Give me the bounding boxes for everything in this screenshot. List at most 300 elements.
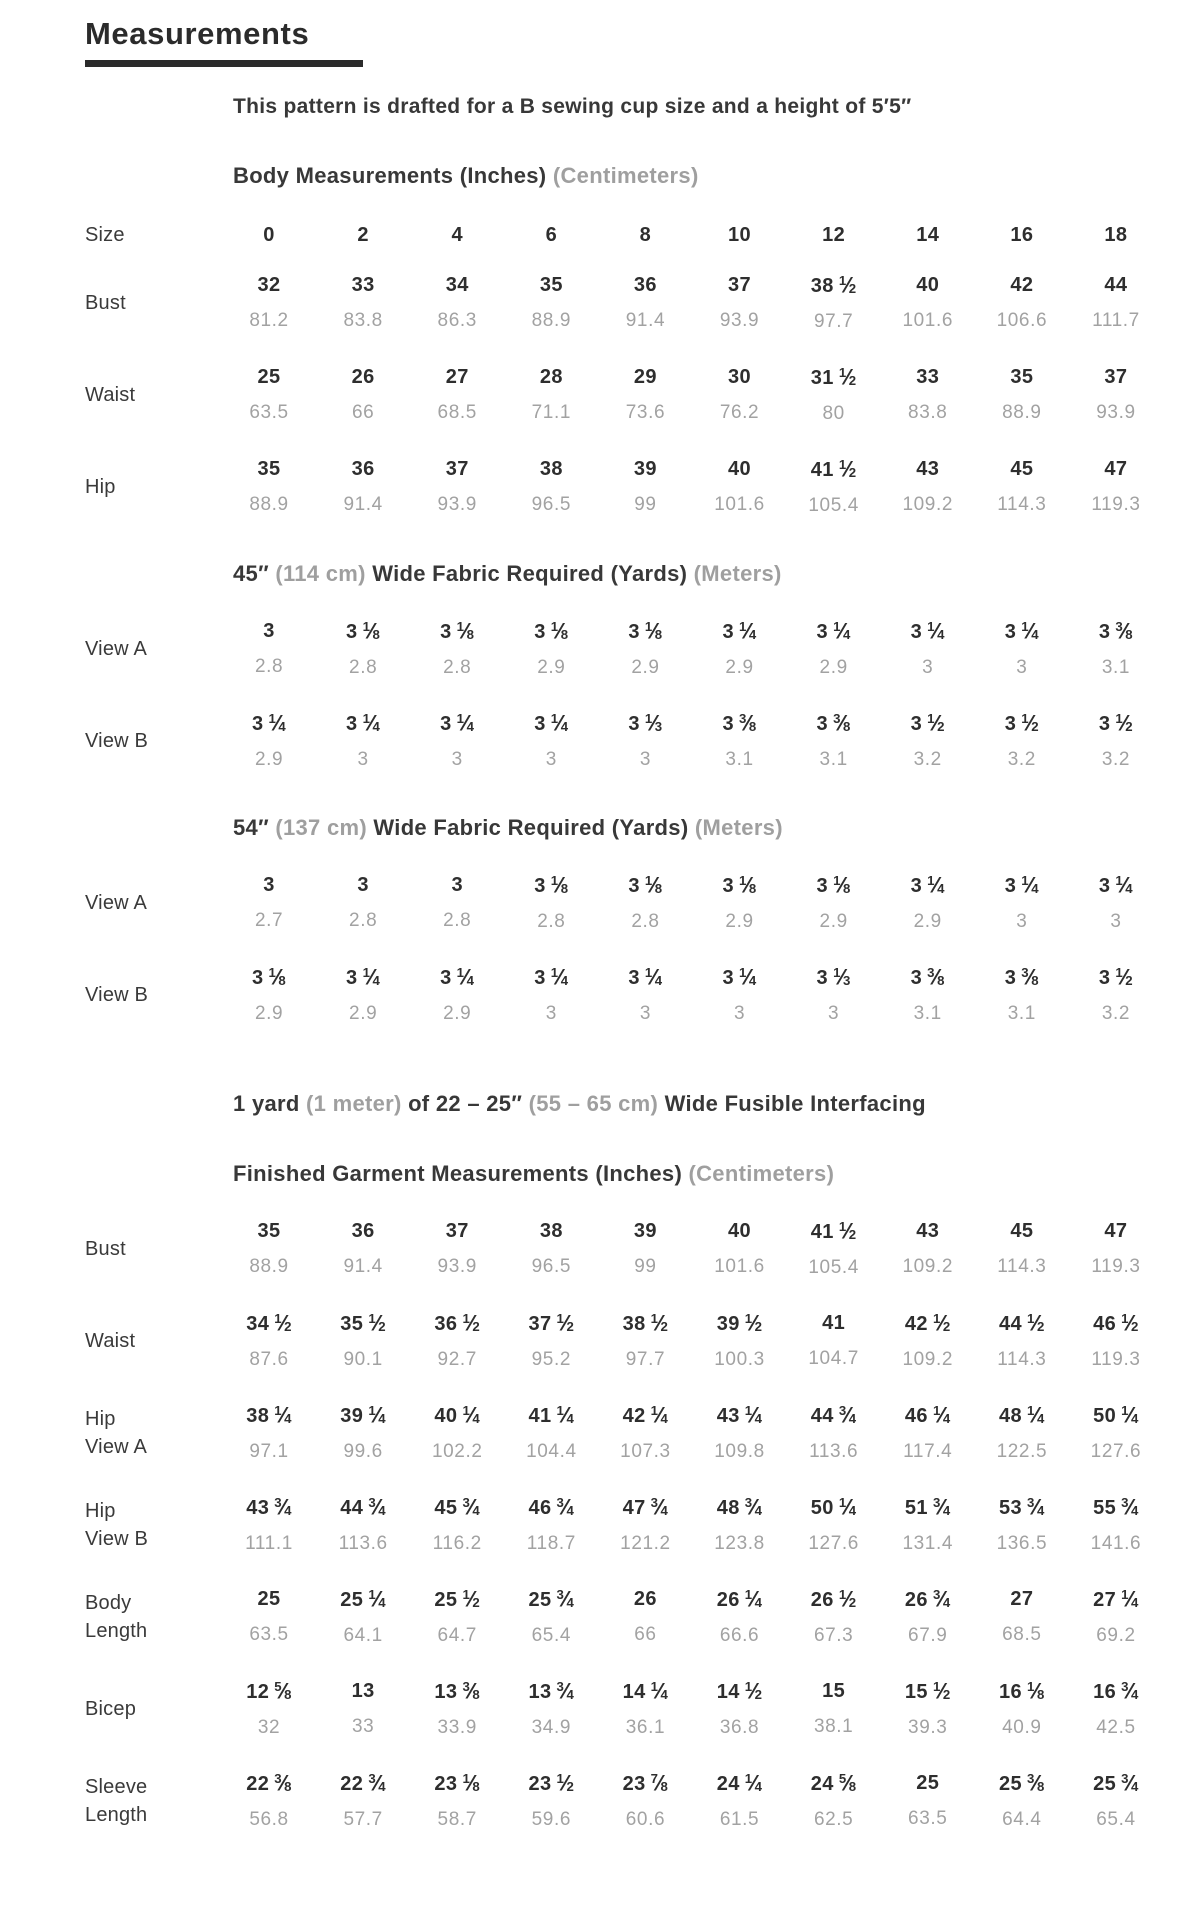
row-label: [85, 381, 222, 409]
cm-value: 61.5: [719, 1809, 760, 1830]
cm-value: 87.6: [249, 1349, 289, 1370]
cm-value: 63.5: [908, 1808, 948, 1829]
value-cell: [598, 458, 692, 516]
inches-value: [222, 1403, 316, 1428]
row-label: [85, 635, 222, 663]
cm-value: 93.9: [719, 310, 760, 331]
inches-value: [692, 458, 786, 481]
value-cell: [316, 1220, 410, 1278]
cm-value: 33.9: [437, 1717, 477, 1738]
value-cell: [975, 1311, 1069, 1371]
inches-value: [504, 711, 598, 736]
value-cell: [222, 874, 316, 932]
fraction: $^1$⁄4: [368, 1403, 386, 1427]
cm-value: 93.9: [437, 494, 477, 515]
row-hip: [85, 457, 1163, 517]
value-cell: [881, 1495, 975, 1555]
fraction: $^3$⁄4: [838, 1403, 857, 1427]
fraction: $^3$⁄4: [744, 1495, 763, 1519]
fraction: $^3$⁄4: [932, 1587, 951, 1611]
whole-number: 29: [633, 366, 657, 388]
inches-value: [975, 1679, 1069, 1704]
whole-number: 3: [628, 875, 640, 897]
fraction: $^1$⁄4: [744, 1403, 763, 1427]
whole-number: 39: [633, 1220, 657, 1242]
value-cell: [598, 1403, 692, 1463]
inches-value: [787, 1219, 881, 1244]
value-cell: [975, 1220, 1069, 1278]
whole-number: 3: [440, 621, 452, 643]
value-cell: [410, 1403, 504, 1463]
inches-value: [316, 1680, 410, 1703]
fraction: $^1$⁄8: [738, 873, 757, 897]
whole-number: 38: [622, 1313, 646, 1335]
cm-value: 2.8: [349, 910, 378, 931]
value-cell: [316, 1771, 410, 1831]
whole-number: 3: [1098, 621, 1111, 643]
inches-value: [410, 274, 504, 297]
fraction: $^1$⁄3: [644, 711, 663, 735]
size-value: [1069, 224, 1163, 247]
value-cell: [787, 619, 881, 679]
whole-number: 3: [1098, 713, 1111, 735]
inches-value: [504, 1220, 598, 1243]
inches-value: [975, 458, 1069, 481]
inches-value: [787, 457, 881, 482]
value-cell: [1069, 873, 1163, 933]
value-cell: [598, 1679, 692, 1739]
value-cell: [975, 366, 1069, 424]
value-cell: [787, 1771, 881, 1831]
whole-number: 42: [622, 1405, 646, 1427]
inches-value: [504, 1679, 598, 1704]
size-value: [316, 224, 410, 247]
value-cell: [598, 1220, 692, 1278]
value-cell: [316, 965, 410, 1025]
size-value-cell: [975, 224, 1069, 247]
whole-number: 27: [1010, 1588, 1034, 1610]
heading-segment-dark: Finished Garment Measurements (Inches): [233, 1161, 689, 1186]
value-cell: [881, 274, 975, 332]
cm-value: 127.6: [808, 1533, 859, 1554]
heading-segment-dark: 1 yard: [233, 1091, 307, 1116]
value-cell: [787, 1219, 881, 1279]
value-cell: [316, 366, 410, 424]
value-cell: [975, 1495, 1069, 1555]
fraction: $^1$⁄4: [550, 711, 569, 735]
row-label: [85, 1405, 222, 1461]
row-view-b: [85, 965, 1163, 1025]
inches-value: [1069, 458, 1163, 481]
cm-value: 63.5: [249, 1624, 289, 1645]
inches-value: [222, 620, 316, 643]
value-cell: [787, 457, 881, 517]
whole-number: 47: [1104, 458, 1128, 480]
value-cell: [881, 965, 975, 1025]
fraction: $^1$⁄4: [833, 619, 851, 643]
value-cell: [222, 1679, 316, 1739]
value-cell: [410, 458, 504, 516]
inches-value: [692, 1220, 786, 1243]
inches-value: [692, 1311, 786, 1336]
inches-value: [692, 1587, 786, 1612]
inches-value: [881, 1679, 975, 1704]
inches-value: [410, 1679, 504, 1704]
whole-number: 35: [257, 1220, 281, 1242]
whole-number: 25: [916, 1772, 940, 1794]
whole-number: 3: [816, 713, 829, 735]
whole-number: 25: [998, 1773, 1023, 1795]
whole-number: 26: [904, 1589, 928, 1611]
whole-number: 3: [251, 713, 264, 735]
inches-value: [975, 1588, 1069, 1611]
inches-value: [787, 873, 881, 898]
row-label-line: Hip: [85, 1408, 116, 1430]
fraction: $^1$⁄2: [556, 1311, 575, 1335]
body-measurements-heading: [233, 163, 1163, 189]
inches-value: [1069, 1403, 1163, 1428]
whole-number: 39: [340, 1405, 364, 1427]
fraction: $^1$⁄8: [456, 619, 475, 643]
inches-value: [316, 619, 410, 644]
whole-number: 16: [1093, 1681, 1117, 1703]
whole-number: 36: [633, 274, 657, 296]
whole-number: 3: [910, 621, 923, 643]
inches-value: [504, 1403, 598, 1428]
fraction: $^1$⁄4: [1115, 873, 1134, 897]
whole-number: 45: [434, 1497, 458, 1519]
whole-number: 42: [904, 1313, 928, 1335]
whole-number: 43: [246, 1497, 270, 1519]
value-cell: [598, 619, 692, 679]
whole-number: 40: [434, 1405, 458, 1427]
row-label-line: View A: [85, 892, 147, 914]
finished-garment-heading: [233, 1161, 1163, 1187]
whole-number: 44: [1104, 274, 1128, 296]
cm-value: 2.9: [913, 911, 942, 932]
row-label-line: Waist: [85, 1330, 136, 1352]
whole-number: 35: [1010, 366, 1034, 388]
whole-number: 25: [1093, 1773, 1117, 1795]
whole-number: 36: [434, 1313, 458, 1335]
whole-number: 3: [628, 713, 640, 735]
cm-value: 2.9: [631, 657, 660, 678]
whole-number: 46: [1093, 1313, 1117, 1335]
value-cell: [222, 1771, 316, 1831]
whole-number: 37: [528, 1313, 552, 1335]
inches-value: [692, 873, 786, 898]
inches-value: [410, 1311, 504, 1336]
cm-value: 3: [1016, 911, 1028, 932]
inches-value: [410, 366, 504, 389]
heading-segment-grey: (55 – 65 cm): [528, 1091, 659, 1116]
inches-value: [1069, 873, 1163, 898]
fraction: $^1$⁄4: [274, 1403, 292, 1427]
fraction: $^1$⁄8: [644, 873, 663, 897]
whole-number: 43: [716, 1405, 740, 1427]
value-cell: [1069, 366, 1163, 424]
value-cell: [222, 1588, 316, 1646]
inches-value: [787, 1495, 881, 1520]
value-cell: [504, 1495, 598, 1555]
value-cell: [1069, 1771, 1163, 1831]
cm-value: 3: [1016, 657, 1028, 678]
whole-number: 37: [728, 274, 752, 296]
inches-value: [692, 965, 786, 990]
cm-value: 62.5: [813, 1809, 854, 1830]
value-cell: [410, 366, 504, 424]
cm-value: 3: [451, 749, 463, 770]
value-cell: [975, 274, 1069, 332]
fraction: $^1$⁄2: [744, 1311, 763, 1335]
heading-segment-dark: 45″: [233, 561, 276, 586]
value-cell: [1069, 711, 1163, 771]
whole-number: 44: [810, 1405, 834, 1427]
inches-value: [881, 1587, 975, 1612]
fraction: $^3$⁄4: [556, 1679, 575, 1703]
inches-value: [881, 274, 975, 297]
fraction: $^1$⁄4: [1027, 1403, 1045, 1427]
cm-value: 109.2: [902, 1349, 954, 1370]
whole-number: 14: [916, 223, 940, 246]
inches-value: [316, 1311, 410, 1336]
whole-number: 3: [722, 621, 734, 643]
value-cell: [1069, 458, 1163, 516]
title-underline: [85, 60, 363, 67]
inches-value: [975, 1771, 1069, 1796]
inches-value: [316, 366, 410, 389]
cm-value: 36.8: [719, 1717, 760, 1738]
whole-number: 3: [722, 967, 734, 989]
whole-number: 3: [346, 967, 358, 989]
fraction: $^1$⁄4: [738, 619, 757, 643]
fraction: $^7$⁄8: [650, 1771, 669, 1795]
whole-number: 26: [633, 1588, 657, 1610]
size-value: [598, 224, 692, 247]
inches-value: [1069, 274, 1163, 297]
cm-value: 113.6: [809, 1441, 859, 1462]
fraction: $^1$⁄8: [362, 619, 381, 643]
whole-number: 26: [351, 366, 375, 388]
value-cell: [975, 619, 1069, 679]
fraction: $^1$⁄4: [556, 1403, 575, 1427]
whole-number: 13: [434, 1681, 458, 1703]
whole-number: 32: [257, 274, 281, 296]
value-cell: [410, 274, 504, 332]
size-value-cell: [222, 224, 316, 247]
inches-value: [598, 458, 692, 481]
whole-number: 23: [622, 1773, 646, 1795]
fraction: $^1$⁄8: [644, 619, 663, 643]
cm-value: 66: [634, 1624, 657, 1645]
whole-number: 53: [998, 1497, 1023, 1519]
fraction: $^1$⁄2: [274, 1311, 292, 1335]
cm-value: 3: [357, 749, 369, 770]
inches-value: [316, 274, 410, 297]
row-label: [85, 473, 222, 501]
cm-value: 97.7: [625, 1349, 666, 1370]
fraction: $^5$⁄8: [274, 1679, 292, 1703]
inches-value: [787, 1312, 881, 1335]
whole-number: 33: [916, 366, 940, 388]
row-label: [85, 221, 222, 249]
value-cell: [598, 1588, 692, 1646]
cm-value: 2.9: [443, 1003, 472, 1024]
value-cell: [598, 366, 692, 424]
value-cell: [598, 1771, 692, 1831]
inches-value: [975, 1403, 1069, 1428]
fraction: $^1$⁄2: [838, 273, 857, 297]
whole-number: 15: [822, 1680, 846, 1702]
value-cell: [222, 711, 316, 771]
size-value-cell: [410, 224, 504, 247]
inches-value: [316, 1220, 410, 1243]
cm-value: 56.8: [249, 1809, 289, 1830]
inches-value: [598, 366, 692, 389]
inches-value: [316, 711, 410, 736]
value-cell: [692, 1403, 786, 1463]
cm-value: 101.6: [714, 1256, 765, 1277]
cm-value: 106.6: [996, 310, 1048, 331]
inches-value: [881, 1772, 975, 1795]
value-cell: [410, 1495, 504, 1555]
value-cell: [504, 274, 598, 332]
value-cell: [787, 1403, 881, 1463]
whole-number: 48: [998, 1405, 1023, 1427]
fraction: $^5$⁄8: [838, 1771, 857, 1795]
fraction: $^3$⁄8: [738, 711, 757, 735]
row-label-line: View B: [85, 730, 149, 752]
cm-value: 107.3: [620, 1441, 671, 1462]
value-cell: [598, 873, 692, 933]
cm-value: 99: [634, 1256, 657, 1277]
fraction: $^1$⁄4: [744, 1771, 763, 1795]
value-cell: [692, 1311, 786, 1371]
row-label: [85, 1235, 222, 1263]
value-cell: [504, 366, 598, 424]
fraction: $^1$⁄4: [550, 965, 569, 989]
fraction: $^1$⁄4: [456, 711, 475, 735]
whole-number: 31: [810, 367, 834, 389]
whole-number: 23: [434, 1773, 458, 1795]
whole-number: 4: [451, 223, 463, 246]
inches-value: [881, 1403, 975, 1428]
cm-value: 3.1: [1101, 657, 1131, 678]
fraction: $^1$⁄2: [1115, 711, 1134, 735]
value-cell: [222, 620, 316, 678]
whole-number: 3: [534, 621, 546, 643]
value-cell: [1069, 274, 1163, 332]
inches-value: [222, 965, 316, 990]
cm-value: 88.9: [1002, 402, 1042, 423]
whole-number: 46: [904, 1405, 928, 1427]
inches-value: [504, 274, 598, 297]
whole-number: 25: [257, 1588, 281, 1610]
cm-value: 113.6: [338, 1533, 388, 1554]
cm-value: 100.3: [714, 1349, 765, 1370]
cm-value: 76.2: [719, 402, 760, 423]
fraction: $^1$⁄8: [1027, 1679, 1045, 1703]
cm-value: 109.8: [714, 1441, 765, 1462]
size-value: [504, 224, 598, 247]
cm-value: 104.7: [808, 1348, 859, 1369]
size-header-row: [85, 221, 1163, 249]
cm-value: 3: [639, 1003, 652, 1024]
cm-value: 3: [1110, 911, 1122, 932]
inches-value: [692, 1403, 786, 1428]
inches-value: [692, 366, 786, 389]
intro-note: This pattern is drafted for a B sewing cup size and a height of 5′5″: [233, 95, 912, 118]
fraction: $^1$⁄4: [650, 1679, 669, 1703]
whole-number: 48: [716, 1497, 740, 1519]
cm-value: 2.8: [254, 656, 284, 677]
whole-number: 38: [539, 458, 563, 480]
inches-value: [504, 1587, 598, 1612]
whole-number: 3: [910, 713, 923, 735]
value-cell: [410, 1587, 504, 1647]
size-value-cell: [1069, 224, 1163, 247]
cm-value: 99.6: [343, 1441, 383, 1462]
value-cell: [787, 365, 881, 425]
size-value: [692, 224, 786, 247]
row-label-line: Waist: [85, 384, 136, 406]
fraction: $^1$⁄2: [1021, 711, 1039, 735]
cm-value: 131.4: [902, 1533, 954, 1554]
inches-value: [787, 1587, 881, 1612]
whole-number: 25: [257, 366, 281, 388]
heading-segment-dark: Body Measurements (Inches): [233, 163, 553, 188]
value-cell: [692, 873, 786, 933]
cm-value: 119.3: [1091, 494, 1141, 515]
inches-value: [410, 619, 504, 644]
row-label-line: Length: [85, 1620, 148, 1642]
inches-value: [975, 1220, 1069, 1243]
inches-value: [787, 273, 881, 298]
inches-value: [881, 1220, 975, 1243]
cm-value: 111.7: [1092, 310, 1140, 331]
value-cell: [222, 1495, 316, 1555]
fraction: $^1$⁄4: [738, 965, 757, 989]
whole-number: 41: [810, 1221, 834, 1243]
fraction: $^1$⁄2: [1121, 1311, 1139, 1335]
value-cell: [975, 1679, 1069, 1739]
inches-value: [881, 711, 975, 736]
cm-value: 109.2: [902, 494, 954, 515]
size-value: [975, 224, 1069, 247]
cm-value: 121.2: [620, 1533, 671, 1554]
whole-number: 10: [728, 223, 752, 246]
inches-value: [787, 1403, 881, 1428]
whole-number: 3: [440, 713, 452, 735]
cm-value: 117.4: [903, 1441, 953, 1462]
cm-value: 59.6: [531, 1809, 572, 1830]
cm-value: 57.7: [343, 1809, 383, 1830]
interfacing-note-heading: [233, 1091, 1163, 1117]
inches-value: [222, 458, 316, 481]
cm-value: 88.9: [249, 494, 289, 515]
value-cell: [222, 1220, 316, 1278]
row-label-line: Size: [85, 224, 125, 246]
inches-value: [222, 1679, 316, 1704]
whole-number: 3: [1004, 621, 1017, 643]
whole-number: 38: [539, 1220, 563, 1242]
inches-value: [787, 711, 881, 736]
inches-value: [692, 274, 786, 297]
inches-value: [1069, 366, 1163, 389]
inches-value: [316, 965, 410, 990]
cm-value: 64.7: [437, 1625, 477, 1646]
row-bicep: [85, 1679, 1163, 1739]
